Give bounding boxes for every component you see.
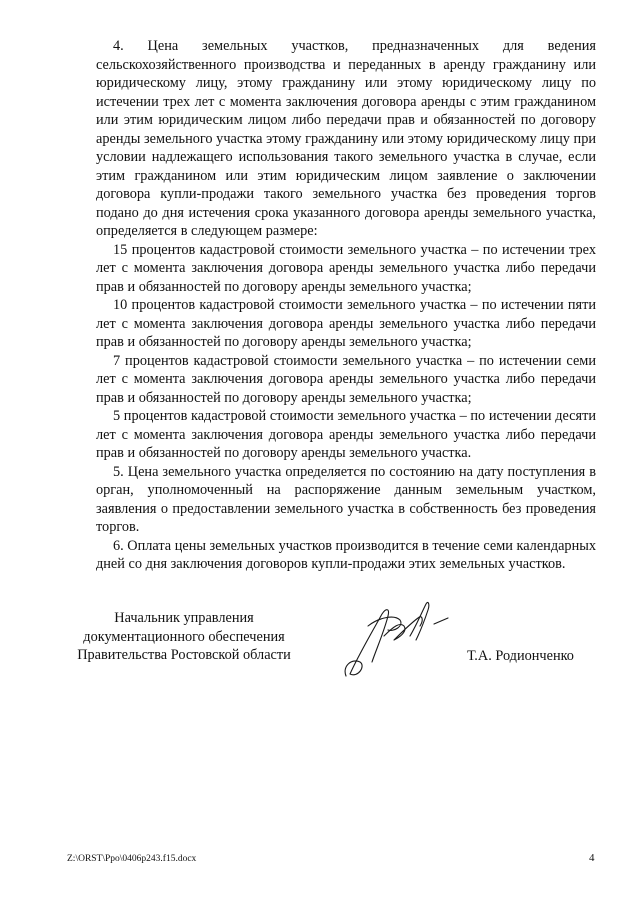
paragraph-10-percent: 10 процентов кадастровой стоимости земельного участка – по истечении пяти лет с момента заключения договора аренды земельного участка либо передачи прав и обязанностей по договору аренды земельного участка; <box>96 297 596 350</box>
paragraph-5: 5. Цена земельного участка определяется по состоянию на дату поступления в орган, уполномоченный на распоряжение данным земельным участком, заявления о предоставлении земельного участка в собственность без проведения торгов. <box>96 463 596 535</box>
paragraph-15-percent: 15 процентов кадастровой стоимости земельного участка – по истечении трех лет с момента заключения договора аренды земельного участка либо передачи прав и обязанностей по договору аренды земельного участка; <box>96 241 596 295</box>
signatory-title-line-3: Правительства Ростовской области <box>77 647 291 663</box>
paragraph-5-percent: 5 процентов кадастровой стоимости земельного участка – по истечении десяти лет с момента заключения договора аренды земельного участка либо передачи прав и обязанностей по договору аренды земельного участка. <box>96 408 596 461</box>
signatory-name: Т.А. Родионченко <box>467 648 574 664</box>
paragraph-7-percent: 7 процентов кадастровой стоимости земельного участка – по истечении семи лет с момента заключения договора аренды земельного участка либо передачи прав и обязанностей по договору аренды земельного участка; <box>96 352 596 406</box>
signatory-title <box>68 609 300 665</box>
document-body <box>96 37 596 574</box>
footer-file-path: Z:\ORST\Ppo\0406p243.f15.docx <box>67 854 197 864</box>
paragraph-4: 4. Цена земельных участков, предназначенных для ведения сельскохозяйственного производства и переданных в аренду гражданину или юридическому лицу, этому гражданину или этому юридическому лицу по истечении трех лет с момента заключения договора аренды с этим гражданином или этим юридическим лицом либо передачи прав и обязанностей по договору аренды земельного участка этому гражданину или этому юридическому лицу при условии надлежащего использования такого земельного участка в случае, если этим гражданином или этим юридическим лицом заявление о заключении договора купли-продажи такого земельного участка без проведения торгов подано до дня истечения срока указанного договора аренды земельного участка, определяется в следующем размере: <box>96 38 596 239</box>
signatory-title-line-2: документационного обеспечения <box>83 628 285 645</box>
paragraph-6: 6. Оплата цены земельных участков производится в течение семи календарных дней со дня заключения договоров купли-продажи этих земельных участков. <box>96 537 596 572</box>
signatory-title-line-1: Начальник управления <box>114 610 254 626</box>
handwritten-signature <box>338 596 458 686</box>
page-number: 4 <box>589 852 595 864</box>
